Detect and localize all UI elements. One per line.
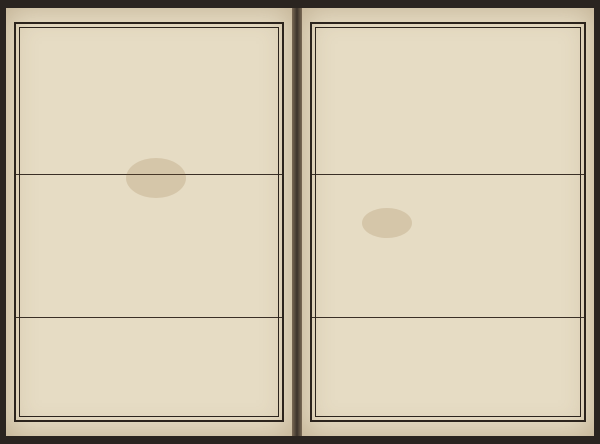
paper-stain	[126, 158, 186, 198]
left-page	[6, 8, 292, 436]
left-page-frame	[14, 22, 284, 422]
right-row-rule	[312, 317, 584, 318]
book-gutter	[292, 8, 302, 436]
left-row-rule	[16, 317, 282, 318]
right-row-rule	[312, 174, 584, 175]
right-page	[302, 8, 594, 436]
right-page-frame	[310, 22, 586, 422]
paper-stain	[362, 208, 412, 238]
